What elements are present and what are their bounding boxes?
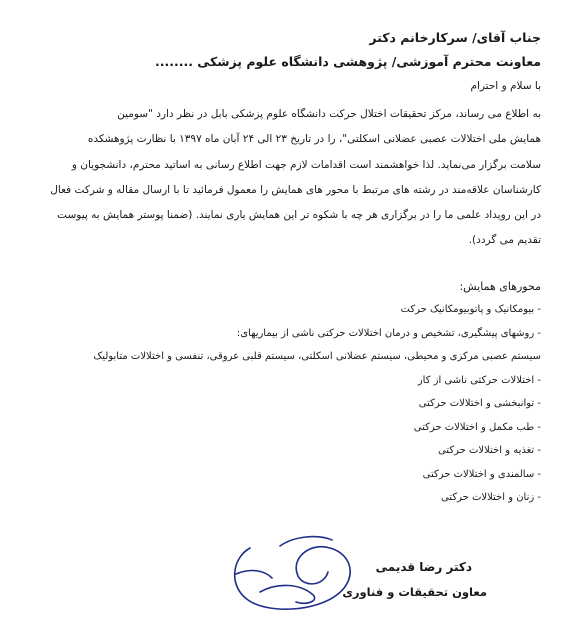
signature-scribble [220,528,370,618]
axis-item: - اختلالات حرکتی ناشی از کار [417,374,541,386]
axis-item: - بیومکانیک و پاتوبیومکانیک حرکت [400,304,541,315]
body-line: کارشناسان علاقه‌مند در رشته های مرتبط با محور های همایش را معمول فرمائید تا با ارسال مقاله و شرکت فعال [50,183,541,196]
body-line: تقدیم می گردد). [468,234,541,247]
addressee: جناب آقای/ سرکارخانم دکتر [369,30,541,45]
body-line: در این رویداد علمی ما را در برگزاری هر چه با شکوه تر این همایش یاری نمایند. (ضمنا پوستر همایش به پیوست [57,209,541,222]
signatory-title: معاون تحقیقات و فناوری [342,585,487,599]
axes-list [21,298,541,510]
body-line: به اطلاع می رساند، مرکز تحقیقات اختلال حرکت دانشگاه علوم پزشکی بابل در نظر دارد "سومین [117,108,541,120]
body-line: همایش ملی اختلالات عصبی عضلانی اسکلتی"، را در تاریخ ۲۳ الی ۲۴ آبان ماه ۱۳۹۷ با نظارت پژوهشکده [87,133,541,146]
signatory-name: دکتر رضا قدیمی [375,560,472,574]
axes-title: محورهای همایش: [459,280,541,293]
axis-item: - سالمندی و اختلالات حرکتی [422,468,541,480]
axis-item: - روشهای پیشگیری، تشخیص و درمان اختلالات حرکتی ناشی از بیماریهای: [236,327,541,339]
axis-item: - تغذیه و اختلالات حرکتی [437,445,541,456]
greeting: با سلام و احترام [470,80,541,92]
letter-body [45,102,541,254]
axis-item: - توانبخشی و اختلالات حرکتی [418,398,541,409]
axis-item: - زنان و اختلالات حرکتی [440,492,541,503]
axis-item-continuation: سیستم عصبی مرکزی و محیطی، سیستم عضلانی اسکلتی، سیستم قلبی عروقی، تنفسی و اختلالات متابولیک [93,351,541,362]
body-line: سلامت برگزار می‌نماید. لذا خواهشمند است اقدامات لازم جهت اطلاع رسانی به اساتید محترم، دانشجویان و [71,158,541,171]
addressee-role: معاونت محترم آموزشی/ پژوهشی دانشگاه علوم پزشکی ........ [154,54,541,69]
axis-item: - طب مکمل و اختلالات حرکتی [413,421,541,433]
